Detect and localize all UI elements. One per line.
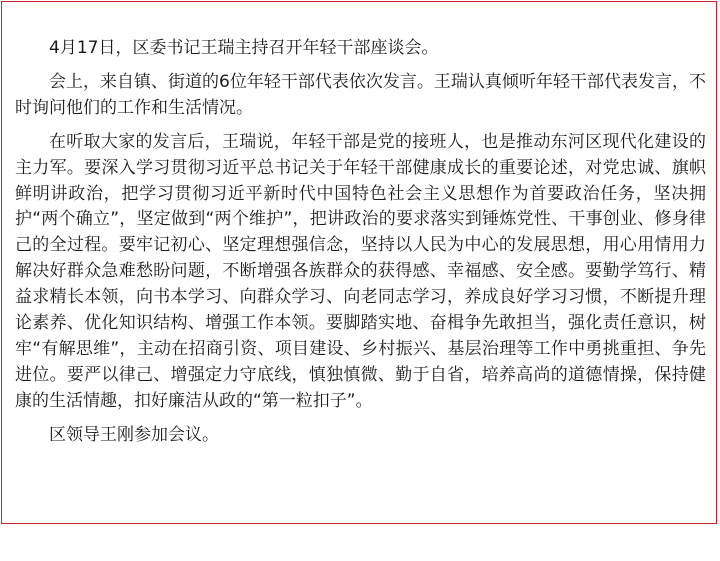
paragraph-speakers: 会上，来自镇、街道的6位年轻干部代表依次发言。王瑞认真倾听年轻干部代表发言，不时询问他们的工作和生活情况。 — [15, 71, 706, 118]
paragraph-speech: 在听取大家的发言后，王瑞说，年轻干部是党的接班人，也是推动东河区现代化建设的主力军。要深入学习贯彻习近平总书记关于年轻干部健康成长的重要论述，对党忠诚、旗帜鲜明讲政治，把学习贯彻习近平新时代中国特色社会主义思想作为首要政治任务，坚决拥护“两个确立”，坚定做到“两个维护”，把讲政治的要求落实到锤炼党性、干事创业、修身律己的全过程。要牢记初心、坚定理想强信念，坚持以人民为中心的发展思想，用心用情用力解决好群众急难愁盼问题，不断增强各族群众的获得感、幸福感、安全感。要勤学笃行、精益求精长本领，向书本学习、向群众学习、向老同志学习，养成良好学习习惯，不断提升理论素养、优化知识结构、增强工作本领。要脚踏实地、奋楫争先敢担当，强化责任意识，树牢“有解思维”，主动在招商引资、项目建设、乡村振兴、基层治理等工作中勇挑重担、争先进位。要严以律己、增强定力守底线，慎独慎微、勤于自省，培养高尚的道德情操，保持健康的生活情趣，扣好廉洁从政的“第一粒扣子”。 — [15, 131, 706, 411]
paragraph-intro: 4月17日，区委书记王瑞主持召开年轻干部座谈会。 — [49, 38, 439, 58]
article-body — [15, 36, 706, 449]
paragraph-attendance: 区领导王刚参加会议。 — [49, 424, 219, 445]
article-frame — [1, 1, 717, 524]
